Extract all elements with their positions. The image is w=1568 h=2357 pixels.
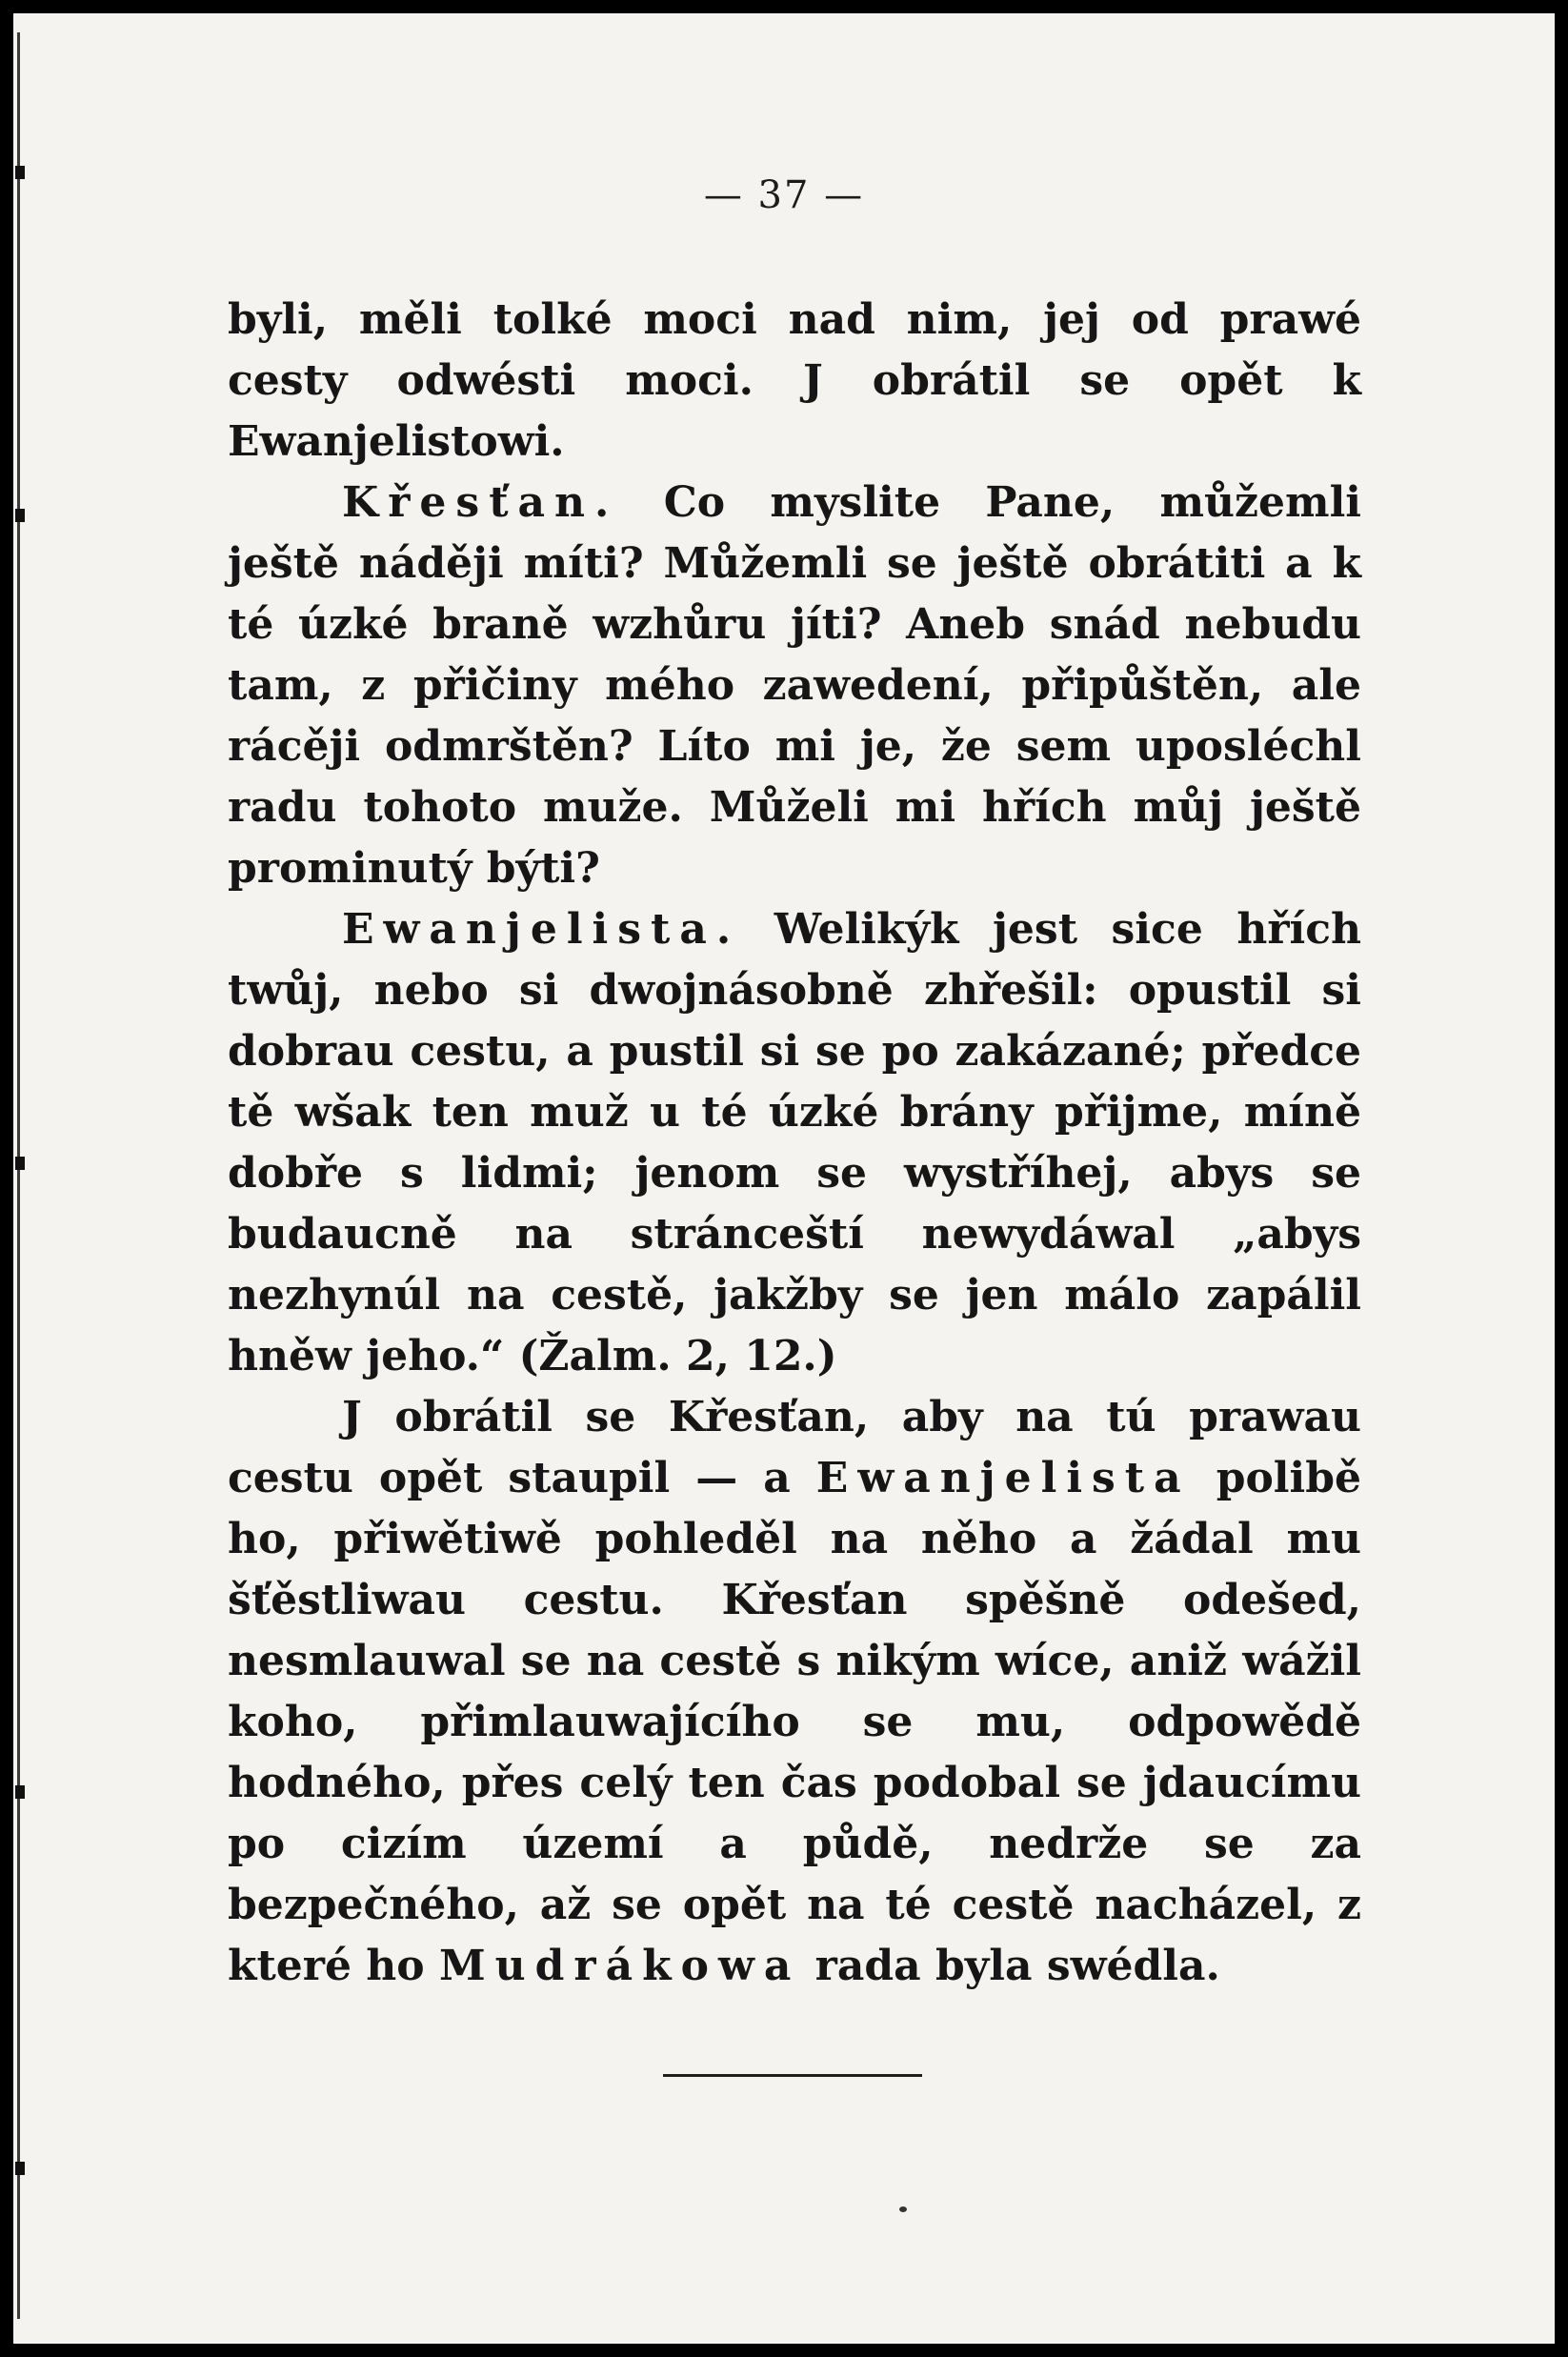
edge-mark [15,1157,25,1170]
spaced-name: Mudrákowa [438,1942,801,1990]
edge-mark [15,2162,25,2175]
binding-edge [17,32,20,2319]
paragraph [228,899,1361,1387]
speaker-name: Křesťan. [342,478,619,527]
paragraph-text: J obrátil se Křesťan, aby na tú prawau cestu opět staupil — a [228,1393,1361,1502]
book-page [13,13,1555,2344]
page-number: — 37 — [703,173,865,217]
paragraph [228,1387,1361,1997]
body-text [228,290,1361,1997]
paragraph-text: rada byla swédla. [800,1942,1220,1990]
edge-mark [15,1785,25,1799]
paragraph-text: byli, měli tolké moci nad nim, jej od prawé cesty odwésti moci. J obrátil se opět k Ewanjelistowi. [228,295,1361,466]
edge-mark [15,509,25,522]
paragraph-text: polibě ho, přiwětiwě pohleděl na něho a žádal mu šťěstliwau cestu. Křesťan spěšně odešed, nesmlauwal se na cestě s nikým wíce, aniž wážil koho, přimlauwajícího se mu, odpowědě hodného, přes celý ten čas podobal se jdaucímu po cizím území a půdě, nedrže se za bezpečného, až se opět na té cestě nacházel, z které ho [228,1454,1361,1990]
speaker-name: Ewanjelista. [342,905,741,954]
paragraph-text: Co myslite Pane, můžemli ještě náději míti? Můžemli se ještě obrátiti a k té úzké braně wzhůru jíti? Aneb snád nebudu tam, z přičiny mého zawedení, připůštěn, ale rácěji odmrštěn? Líto mi je, že sem uposléchl radu tohoto muže. Můželi mi hřích můj ještě prominutý býti? [228,478,1361,893]
end-rule [663,2074,922,2077]
ink-speck [899,2206,907,2212]
paragraph-text: Welikýk jest sice hřích twůj, nebo si dwojnásobně zhřešil: opustil si dobrau cestu, a pustil si se po zakázané; předce tě wšak ten muž u té úzké brány přijme, míně dobře s lidmi; jenom se wystříhej, abys se budaucně na stránceští newydáwal „abys nezhynúl na cestě, jakžby se jen málo zapálil hněw jeho.“ (Žalm. 2, 12.) [228,905,1361,1380]
spaced-name: Ewanjelista [815,1454,1191,1502]
paragraph [228,473,1361,899]
paragraph [228,290,1361,473]
